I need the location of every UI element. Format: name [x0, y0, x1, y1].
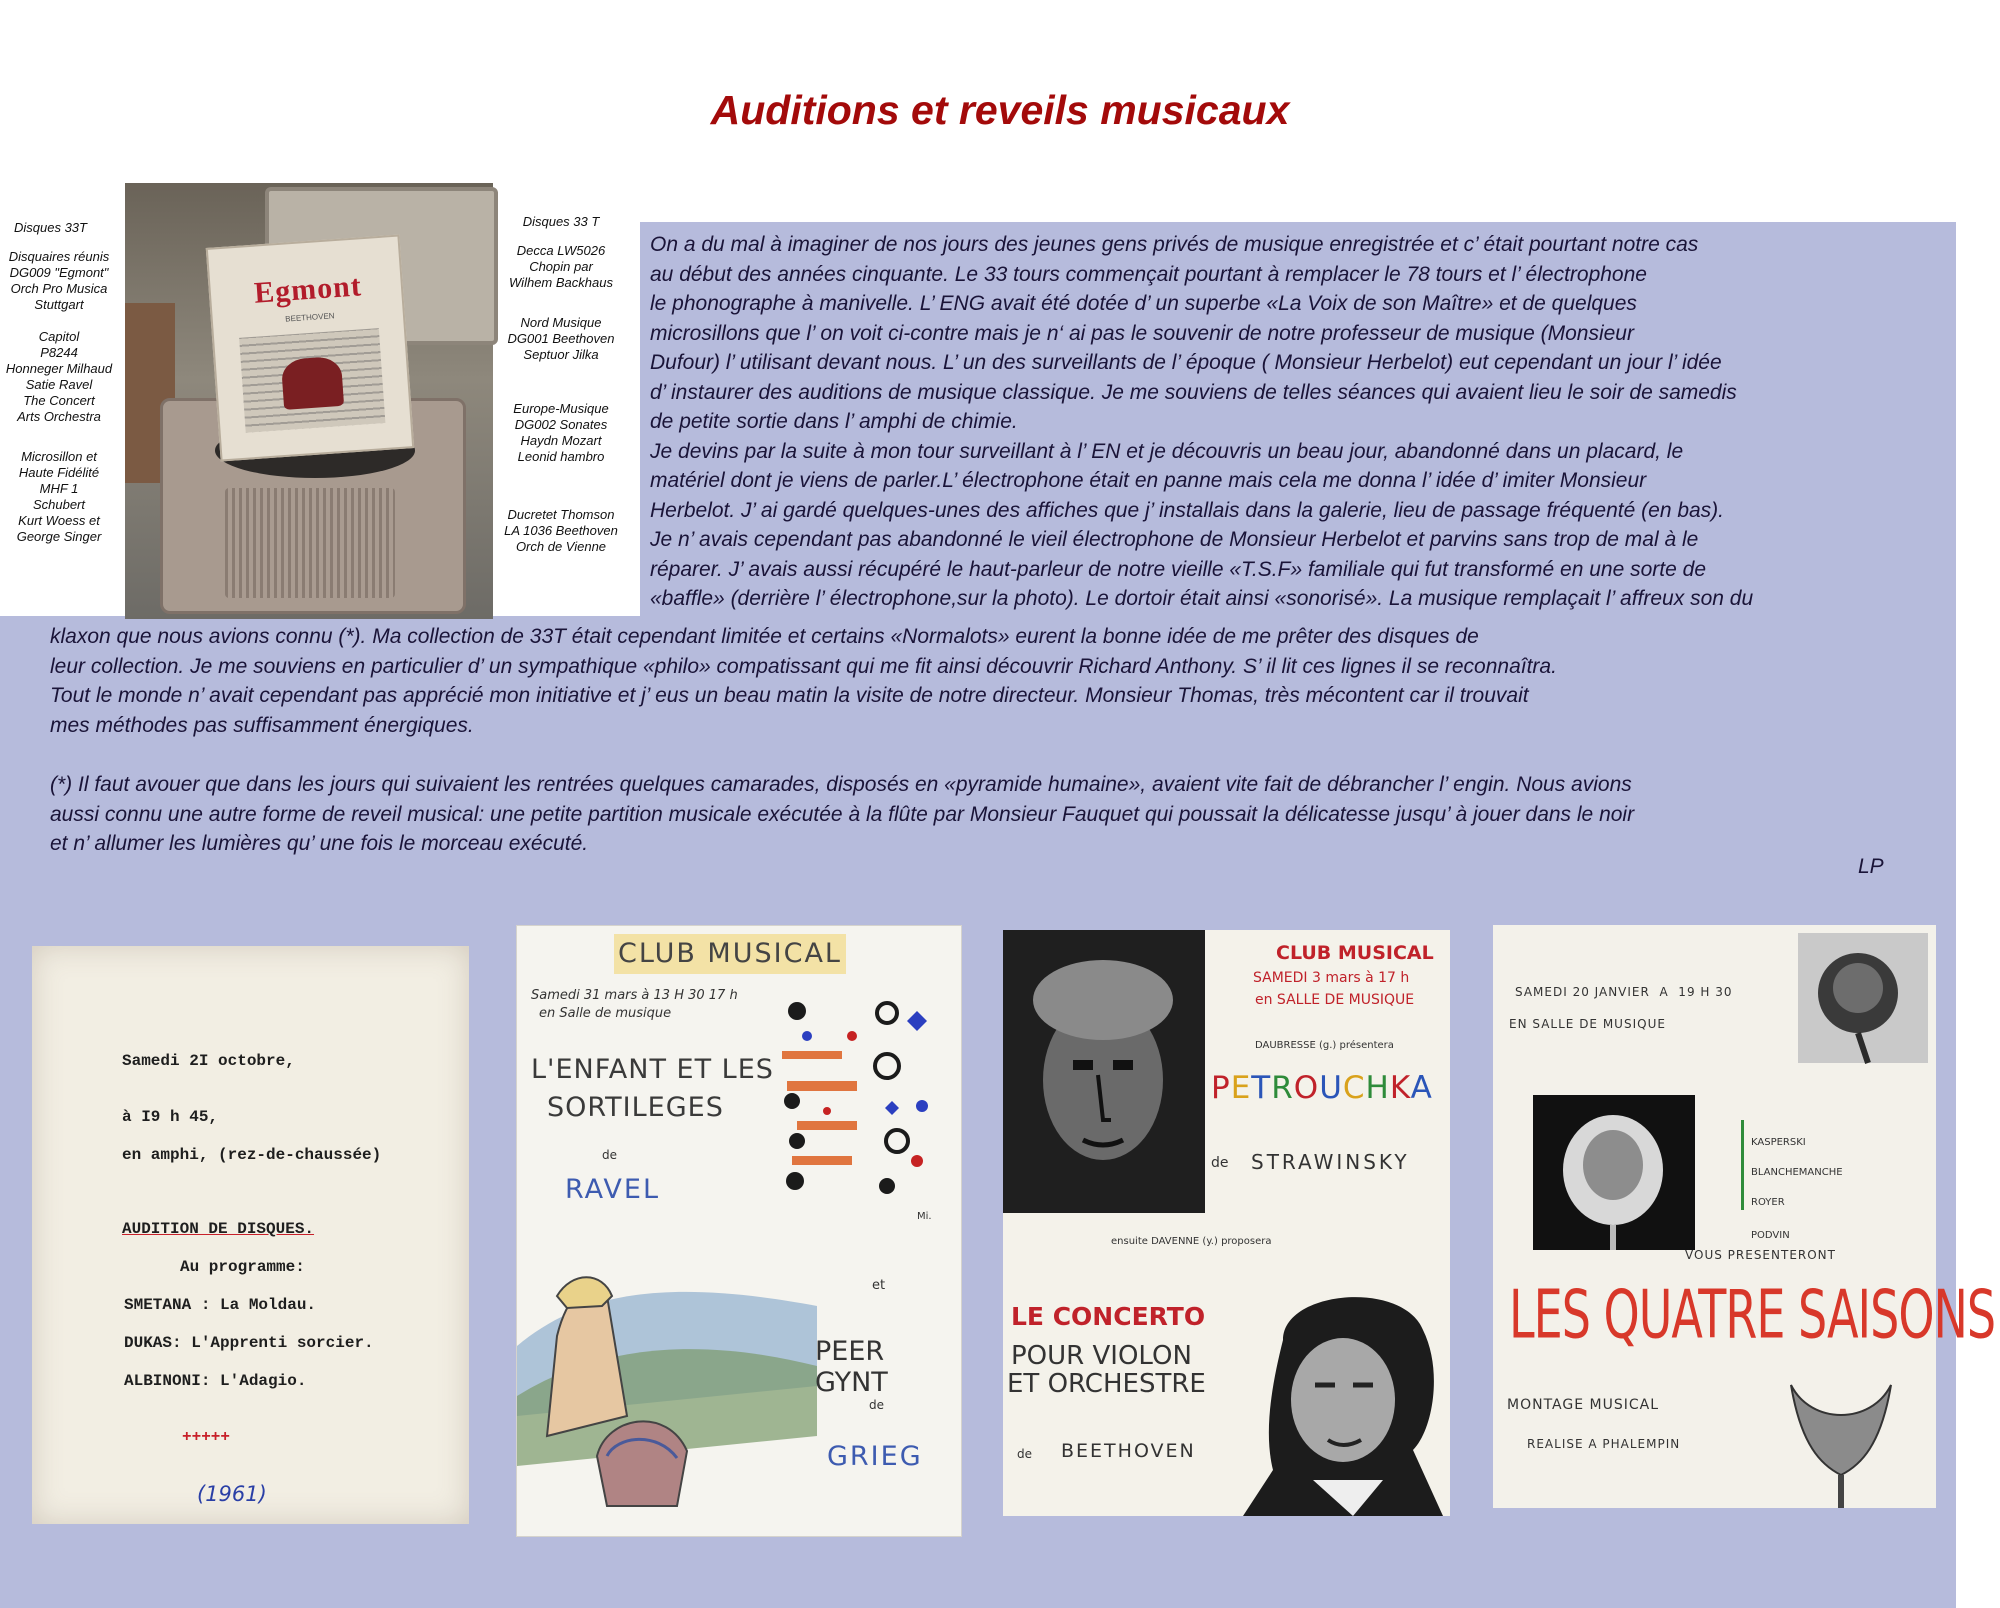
signature: LP — [1858, 855, 1884, 878]
caption-line: Microsillon et — [21, 449, 97, 464]
text-line: (*) Il faut avouer que dans les jours qui suivaient les rentrées quelques camarades, disposés en «pyramide humaine», avaient vite fait de débrancher l’ engin. Nous avions — [50, 773, 1632, 796]
caption-line: Ducretet Thomson — [507, 507, 615, 522]
caption-line: Leonid hambro — [517, 449, 605, 464]
continued-paragraphs — [50, 622, 1557, 740]
letter: H — [1365, 1070, 1390, 1106]
caption-line: Satie Ravel — [25, 377, 93, 392]
poster-work-line: POUR VIOLON — [1011, 1341, 1192, 1371]
presenter-name: KASPERSKI — [1751, 1137, 1806, 1148]
poster-place: en Salle de musique — [539, 1006, 672, 1021]
poster-montage: MONTAGE MUSICAL — [1507, 1397, 1660, 1413]
poster-then: ensuite DAVENNE (y.) proposera — [1111, 1236, 1272, 1247]
poster-date: SAMEDI 20 JANVIER A 19 H 30 — [1515, 985, 1733, 999]
right-captions — [496, 214, 626, 555]
poster-de: de — [602, 1148, 617, 1162]
letter: A — [1410, 1070, 1433, 1106]
text-line: klaxon que nous avions connu (*). Ma collection de 33T était cependant limitée et certains «Normalots» eurent la bonne idée de me prêter des disques de — [50, 625, 1479, 648]
poster-work: LE CONCERTO — [1011, 1302, 1206, 1331]
poster-title: CLUB MUSICAL — [1276, 942, 1434, 964]
poster-presents: VOUS PRESENTERONT — [1685, 1248, 1836, 1262]
poster-de: de — [1017, 1447, 1032, 1461]
poster-et: et — [872, 1278, 886, 1293]
poster-heading: AUDITION DE DISQUES. — [122, 1220, 315, 1238]
poster-place: en amphi, (rez-de-chaussée) — [122, 1146, 382, 1164]
poster-club-musical-petrouchka — [1003, 930, 1450, 1516]
caption-line: Schubert — [32, 497, 86, 512]
poster-place: EN SALLE DE MUSIQUE — [1509, 1017, 1666, 1031]
caption-line: Disquaires réunis — [8, 249, 110, 264]
poster-work-petrouchka — [1211, 1070, 1433, 1106]
caption-line: MHF 1 — [39, 481, 79, 496]
poster-banner-text: CLUB MUSICAL — [618, 938, 842, 969]
caption-line: DG001 Beethoven — [507, 331, 615, 346]
caption-line: Nord Musique — [520, 315, 602, 330]
text-line: leur collection. Je me souviens en particulier d’ un sympathique «philo» compatissant qui me fit ainsi découvrir Richard Anthony. S’ il lit ces lignes il se reconnaîtra. — [50, 654, 1557, 678]
letter: C — [1342, 1070, 1366, 1106]
poster-composer: BEETHOVEN — [1061, 1440, 1196, 1462]
caption-line: Orch de Vienne — [515, 539, 607, 554]
poster-program-label: Au programme: — [180, 1258, 305, 1276]
page-title: Auditions et reveils musicaux — [710, 87, 1290, 133]
poster-work-line: SORTILEGES — [547, 1092, 724, 1123]
caption-line: Disques 33T — [14, 220, 87, 235]
intro-paragraphs — [650, 230, 1753, 614]
caption-line: George Singer — [16, 529, 102, 544]
caption-line: P8244 — [40, 345, 78, 360]
record-player-photo — [125, 183, 493, 619]
caption-line: Disques 33 T — [522, 214, 600, 229]
beethoven-portrait — [1243, 1280, 1450, 1516]
poster-program-item: ALBINONI: L'Adagio. — [124, 1372, 307, 1390]
caption-line: DG009 "Egmont" — [9, 265, 109, 280]
abstract-drawing — [767, 991, 947, 1211]
text-line: matériel dont je viens de parler.L’ électrophone était en panne mais cela me donna l’ idée d’ imiter Monsieur — [650, 469, 1647, 492]
poster-club-musical-ravel-grieg — [516, 925, 962, 1537]
flower-photo — [1533, 1095, 1695, 1250]
poster-de: de — [869, 1398, 884, 1412]
caption-line: DG002 Sonates — [514, 417, 608, 432]
poster-date: Samedi 2I octobre, — [122, 1052, 295, 1070]
poster-date: Samedi 31 mars à 13 H 30 17 h — [531, 988, 738, 1003]
poster-year: (1961) — [197, 1482, 267, 1506]
caption-line: Honneger Milhaud — [5, 361, 113, 376]
caption-line: Stuttgart — [34, 297, 84, 312]
caption-line: LA 1036 Beethoven — [504, 523, 618, 538]
poster-realise: REALISE A PHALEMPIN — [1527, 1437, 1681, 1451]
left-captions — [0, 220, 118, 545]
poster-work-line: ET ORCHESTRE — [1007, 1369, 1206, 1399]
letter: E — [1230, 1070, 1252, 1106]
letter: K — [1389, 1070, 1411, 1106]
presenter-name: ROYER — [1751, 1197, 1785, 1208]
text-line: aussi connu une autre forme de reveil musical: une petite partition musicale exécutée à la flûte par Monsieur Fauquet qui poussait la délicatesse jusqu’ à jouer dans le noir — [50, 802, 1635, 826]
presenter-name: PODVIN — [1751, 1230, 1790, 1241]
text-line: On a du mal à imaginer de nos jours des jeunes gens privés de musique enregistrée et c’ était pourtant notre cas — [650, 233, 1699, 256]
caption-line: Decca LW5026 — [516, 243, 606, 258]
speaker-grille — [225, 488, 395, 598]
poster-work: PEER GYNT — [815, 1336, 888, 1398]
letter: T — [1251, 1070, 1272, 1106]
poster-time: à I9 h 45, — [122, 1108, 219, 1126]
text-line: réparer. J’ avais aussi récupéré le haut-parleur de notre vieille «T.S.F» familiale qui fut transformé en une sorte de — [650, 557, 1706, 581]
caption-line: Europe-Musique — [513, 401, 609, 416]
poster-audition-1961 — [32, 946, 469, 1524]
poster-banner — [614, 934, 846, 974]
sleeve-subtitle: BEETHOVEN — [284, 311, 335, 324]
text-line: et n’ allumer les lumières qu’ une fois le morceau exécuté. — [50, 832, 589, 855]
text-line: mes méthodes pas suffisamment énergiques. — [50, 713, 474, 737]
poster-stars: +++++ — [182, 1428, 231, 1446]
poster-quatre-saisons — [1493, 925, 1996, 1508]
poster-work-line: L'ENFANT ET LES — [531, 1054, 774, 1085]
sleeve-title: Egmont — [253, 269, 363, 310]
footnote — [50, 770, 1634, 859]
text-line: «baffle» (derrière l’ électrophone,sur la photo). Le dortoir était ainsi «sonorisé». La musique remplaçait l’ affreux son du — [650, 587, 1754, 610]
letter: R — [1271, 1070, 1294, 1106]
caption-line: Kurt Woess et — [18, 513, 100, 528]
text-line: au début des années cinquante. Le 33 tours commençait pourtant à remplacer le 78 tours et l’ électrophone — [650, 262, 1647, 286]
poster-composer: STRAWINSKY — [1251, 1150, 1410, 1174]
caption-line: Septuor Jilka — [523, 347, 599, 362]
text-line: microsillons que l’ on voit ci-contre mais je n‘ ai pas le souvenir de notre professeur de musique (Monsieur — [650, 321, 1634, 345]
poster-program-item: SMETANA : La Moldau. — [124, 1296, 317, 1314]
text-line: Dufour) l’ utilisant devant nous. L’ un des surveillants de l’ époque ( Monsieur Herbelot) eut cependant un jour l’ idée — [650, 351, 1722, 374]
caption-line: Orch Pro Musica — [10, 281, 108, 296]
landscape-drawing — [517, 1236, 817, 1526]
presenter-name: BLANCHEMANCHE — [1751, 1167, 1843, 1178]
caption-line: Arts Orchestra — [17, 409, 101, 424]
text-line: le phonographe à manivelle. L’ ENG avait été dotée d’ un superbe «La Voix de son Maître» et de quelques — [650, 292, 1637, 315]
sleeve-artwork — [239, 328, 385, 433]
poster-composer: RAVEL — [565, 1174, 660, 1205]
poster-date: SAMEDI 3 mars à 17 h — [1253, 970, 1410, 986]
caption-line: Haydn Mozart — [520, 433, 602, 448]
artist-signature: Mi. — [917, 1211, 932, 1222]
text-line: Je n’ avais cependant pas abandonné le vieil électrophone de Monsieur Herbelot et parvins sans trop de mal à le — [650, 528, 1699, 551]
caption-line: The Concert — [23, 393, 95, 408]
poster-de: de — [1211, 1155, 1229, 1171]
text-line: de petite sortie dans l’ amphi de chimie. — [650, 410, 1018, 433]
tulip-photo — [1771, 1365, 1911, 1508]
caption-line: Wilhem Backhaus — [509, 275, 613, 290]
text-line: d’ instaurer des auditions de musique classique. Je me souviens de telles séances qui avaient lieu le soir de samedis — [650, 380, 1737, 404]
text-line: Je devins par la suite à mon tour surveillant à l’ EN et je découvris un beau jour, abandonné dans un placard, le — [650, 439, 1684, 463]
poster-place: en SALLE DE MUSIQUE — [1255, 992, 1415, 1008]
poster-composer: GRIEG — [827, 1441, 923, 1472]
text-line: Herbelot. J’ ai gardé quelques-unes des affiches que j’ installais dans la galerie, lieu de passage fréquenté (en bas). — [650, 498, 1725, 522]
poster-program-item: DUKAS: L'Apprenti sorcier. — [124, 1334, 374, 1352]
names-divider — [1741, 1120, 1744, 1210]
letter: P — [1211, 1070, 1231, 1106]
portrait-print — [1003, 930, 1205, 1213]
caption-line: Chopin par — [529, 259, 593, 274]
poster-presenter: DAUBRESSE (g.) présentera — [1255, 1040, 1394, 1051]
poster-work: LES QUATRE SAISONS — [1509, 1275, 1996, 1354]
caption-line: Capitol — [38, 329, 80, 344]
letter: U — [1319, 1070, 1343, 1106]
caption-line: Haute Fidélité — [18, 465, 100, 480]
seed-pod-photo — [1798, 933, 1928, 1063]
letter: O — [1293, 1070, 1320, 1106]
text-line: Tout le monde n’ avait cependant pas apprécié mon initiative et j’ eus un beau matin la visite de notre directeur. Monsieur Thomas, très mécontent car il trouvait — [50, 684, 1529, 707]
record-sleeve — [206, 234, 414, 461]
